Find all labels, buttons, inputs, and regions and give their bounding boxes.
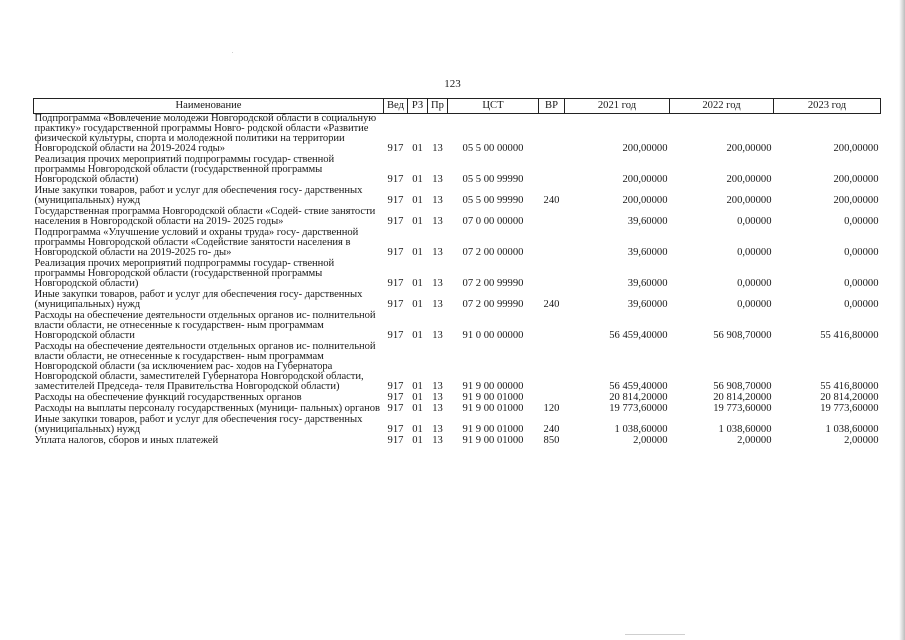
row-ved: 917: [387, 435, 404, 446]
row-2021: 39,60000: [627, 247, 668, 258]
row-cst: 07 2 00 00000: [462, 247, 524, 258]
header-pr: Пр: [428, 99, 448, 114]
row-vr: [539, 207, 565, 228]
row-cst: 91 9 00 01000: [462, 424, 524, 435]
row-pr: 13: [432, 435, 443, 446]
row-2022: 200,00000: [726, 174, 772, 185]
row-2023: 0,00000: [844, 299, 879, 310]
table-row: [34, 342, 881, 393]
row-2022: 0,00000: [737, 299, 772, 310]
row-ved: 917: [387, 381, 404, 392]
row-2021: 39,60000: [627, 299, 668, 310]
row-ved: 917: [387, 216, 404, 227]
row-vr: 240: [543, 195, 560, 206]
table-header-row: [34, 99, 881, 114]
row-name: Реализация прочих мероприятий подпрограммы государ- ственной программы Новгородской области (государственной программы Новгородской области): [34, 258, 335, 289]
table-row: [34, 114, 881, 156]
row-cst: 91 0 00 00000: [462, 330, 524, 341]
row-2022: 19 773,60000: [713, 403, 772, 414]
row-rz: 01: [412, 435, 423, 446]
row-rz: 01: [412, 392, 423, 403]
row-pr: 13: [432, 195, 443, 206]
row-2022: 20 814,20000: [713, 392, 772, 403]
row-name: Реализация прочих мероприятий подпрограммы государ- ственной программы Новгородской области (государственной программы Новгородской области): [34, 154, 335, 185]
row-rz: 01: [412, 247, 423, 258]
row-name: Расходы на обеспечение деятельности отдельных органов ис- полнительной власти области, не отнесенные к государствен- ным программам Новгородской области: [34, 310, 376, 341]
row-2023: 19 773,60000: [820, 403, 879, 414]
row-pr: 13: [432, 330, 443, 341]
row-2023: 200,00000: [833, 195, 879, 206]
header-rz: РЗ: [408, 99, 428, 114]
header-ved: Вед: [384, 99, 408, 114]
table-row: [34, 436, 881, 447]
row-rz: 01: [412, 278, 423, 289]
row-2023: 55 416,80000: [820, 330, 879, 341]
header-cst: ЦСТ: [448, 99, 539, 114]
row-ved: 917: [387, 424, 404, 435]
row-pr: 13: [432, 403, 443, 414]
table-row: [34, 415, 881, 436]
row-name: Расходы на обеспечение функций государственных органов: [34, 392, 302, 403]
table-row: [34, 311, 881, 342]
row-pr: 13: [432, 143, 443, 154]
row-2022: 0,00000: [737, 278, 772, 289]
row-ved: 917: [387, 247, 404, 258]
scan-speck: [232, 52, 233, 53]
row-cst: 91 9 00 00000: [462, 381, 524, 392]
row-ved: 917: [387, 143, 404, 154]
header-2023: 2023 год: [774, 99, 881, 114]
row-2022: 0,00000: [737, 247, 772, 258]
row-name: Иные закупки товаров, работ и услуг для обеспечения госу- дарственных (муниципальных) нужд: [34, 185, 363, 206]
row-cst: 07 2 00 99990: [462, 278, 524, 289]
row-2022: 56 908,70000: [713, 330, 772, 341]
row-rz: 01: [412, 174, 423, 185]
row-2023: 0,00000: [844, 247, 879, 258]
header-2022: 2022 год: [670, 99, 774, 114]
header-vr: ВР: [539, 99, 565, 114]
row-pr: 13: [432, 299, 443, 310]
budget-table: [33, 98, 881, 447]
row-name: Иные закупки товаров, работ и услуг для обеспечения госу- дарственных (муниципальных) нужд: [34, 289, 363, 310]
row-name: Расходы на обеспечение деятельности отдельных органов ис- полнительной власти области, не отнесенные к государствен- ным программам Новгородской области (за исключением рас- ходов на Губернатора Новгородской области, заместителей Губернатора Новгородской области, заместителей Председа- теля Правительства Новгородской области): [34, 341, 376, 392]
row-2023: 200,00000: [833, 174, 879, 185]
table-row: [34, 155, 881, 186]
row-rz: 01: [412, 299, 423, 310]
row-2022: 0,00000: [737, 216, 772, 227]
row-pr: 13: [432, 216, 443, 227]
row-vr: [539, 311, 565, 342]
row-rz: 01: [412, 195, 423, 206]
row-name: Подпрограмма «Улучшение условий и охраны труда» госу- дарственной программы Новгородской области «Содействие занятости населения в Новгородской области на 2019-2025 го- ды»: [34, 227, 359, 258]
row-2022: 2,00000: [737, 435, 772, 446]
table-row: [34, 228, 881, 259]
row-2022: 200,00000: [726, 143, 772, 154]
row-pr: 13: [432, 381, 443, 392]
row-vr: 240: [543, 424, 560, 435]
header-name: Наименование: [34, 99, 384, 114]
row-2021: 1 038,60000: [614, 424, 668, 435]
row-ved: 917: [387, 299, 404, 310]
row-name: Расходы на выплаты персоналу государственных (муници- пальных) органов: [34, 403, 380, 414]
row-2023: 0,00000: [844, 278, 879, 289]
table-row: [34, 290, 881, 311]
row-ved: 917: [387, 330, 404, 341]
row-pr: 13: [432, 278, 443, 289]
row-cst: 07 2 00 99990: [462, 299, 524, 310]
row-2022: 56 908,70000: [713, 381, 772, 392]
row-ved: 917: [387, 174, 404, 185]
row-2021: 56 459,40000: [609, 330, 668, 341]
table-row: [34, 259, 881, 290]
row-name: Подпрограмма «Вовлечение молодежи Новгородской области в социальную практику» государственной программы Новго- родской области «Развитие физической культуры, спорта и молодежной политики на территории Новгородской области на 2019-2024 годы»: [34, 113, 377, 154]
row-vr: [539, 342, 565, 393]
row-2023: 20 814,20000: [820, 392, 879, 403]
row-pr: 13: [432, 424, 443, 435]
row-vr: [539, 259, 565, 290]
row-ved: 917: [387, 392, 404, 403]
row-cst: 91 9 00 01000: [462, 392, 524, 403]
row-2023: 2,00000: [844, 435, 879, 446]
page-number: 123: [444, 78, 461, 90]
row-ved: 917: [387, 278, 404, 289]
row-2023: 0,00000: [844, 216, 879, 227]
row-2023: 1 038,60000: [825, 424, 879, 435]
row-2022: 1 038,60000: [718, 424, 772, 435]
table-row: [34, 207, 881, 228]
row-2021: 200,00000: [622, 195, 668, 206]
row-ved: 917: [387, 195, 404, 206]
row-pr: 13: [432, 247, 443, 258]
row-vr: 240: [543, 299, 560, 310]
row-cst: 05 5 00 00000: [462, 143, 524, 154]
row-cst: 07 0 00 00000: [462, 216, 524, 227]
row-name: Иные закупки товаров, работ и услуг для обеспечения госу- дарственных (муниципальных) нужд: [34, 414, 363, 435]
row-2021: 200,00000: [622, 174, 668, 185]
row-cst: 91 9 00 01000: [462, 435, 524, 446]
row-2021: 19 773,60000: [609, 403, 668, 414]
row-rz: 01: [412, 330, 423, 341]
row-vr: [539, 155, 565, 186]
row-vr: 120: [543, 403, 560, 414]
row-name: Уплата налогов, сборов и иных платежей: [34, 435, 219, 446]
scan-speck: [625, 634, 685, 635]
row-cst: 91 9 00 01000: [462, 403, 524, 414]
row-2023: 200,00000: [833, 143, 879, 154]
row-2023: 55 416,80000: [820, 381, 879, 392]
row-ved: 917: [387, 403, 404, 414]
row-vr: [539, 114, 565, 156]
table-row: [34, 186, 881, 207]
row-rz: 01: [412, 143, 423, 154]
row-vr: [539, 228, 565, 259]
row-2021: 39,60000: [627, 278, 668, 289]
row-2021: 39,60000: [627, 216, 668, 227]
row-pr: 13: [432, 174, 443, 185]
row-cst: 05 5 00 99990: [462, 195, 524, 206]
row-2022: 200,00000: [726, 195, 772, 206]
row-2021: 20 814,20000: [609, 392, 668, 403]
header-2021: 2021 год: [565, 99, 670, 114]
row-2021: 200,00000: [622, 143, 668, 154]
row-rz: 01: [412, 424, 423, 435]
row-2021: 2,00000: [633, 435, 668, 446]
row-vr: 850: [543, 435, 560, 446]
row-rz: 01: [412, 381, 423, 392]
row-rz: 01: [412, 216, 423, 227]
table-body: [34, 114, 881, 448]
row-name: Государственная программа Новгородской области «Содей- ствие занятости населения в Новгородской области на 2019- 2025 годы»: [34, 206, 376, 227]
scan-edge: [899, 0, 905, 640]
row-rz: 01: [412, 403, 423, 414]
row-2021: 56 459,40000: [609, 381, 668, 392]
row-pr: 13: [432, 392, 443, 403]
row-cst: 05 5 00 99990: [462, 174, 524, 185]
